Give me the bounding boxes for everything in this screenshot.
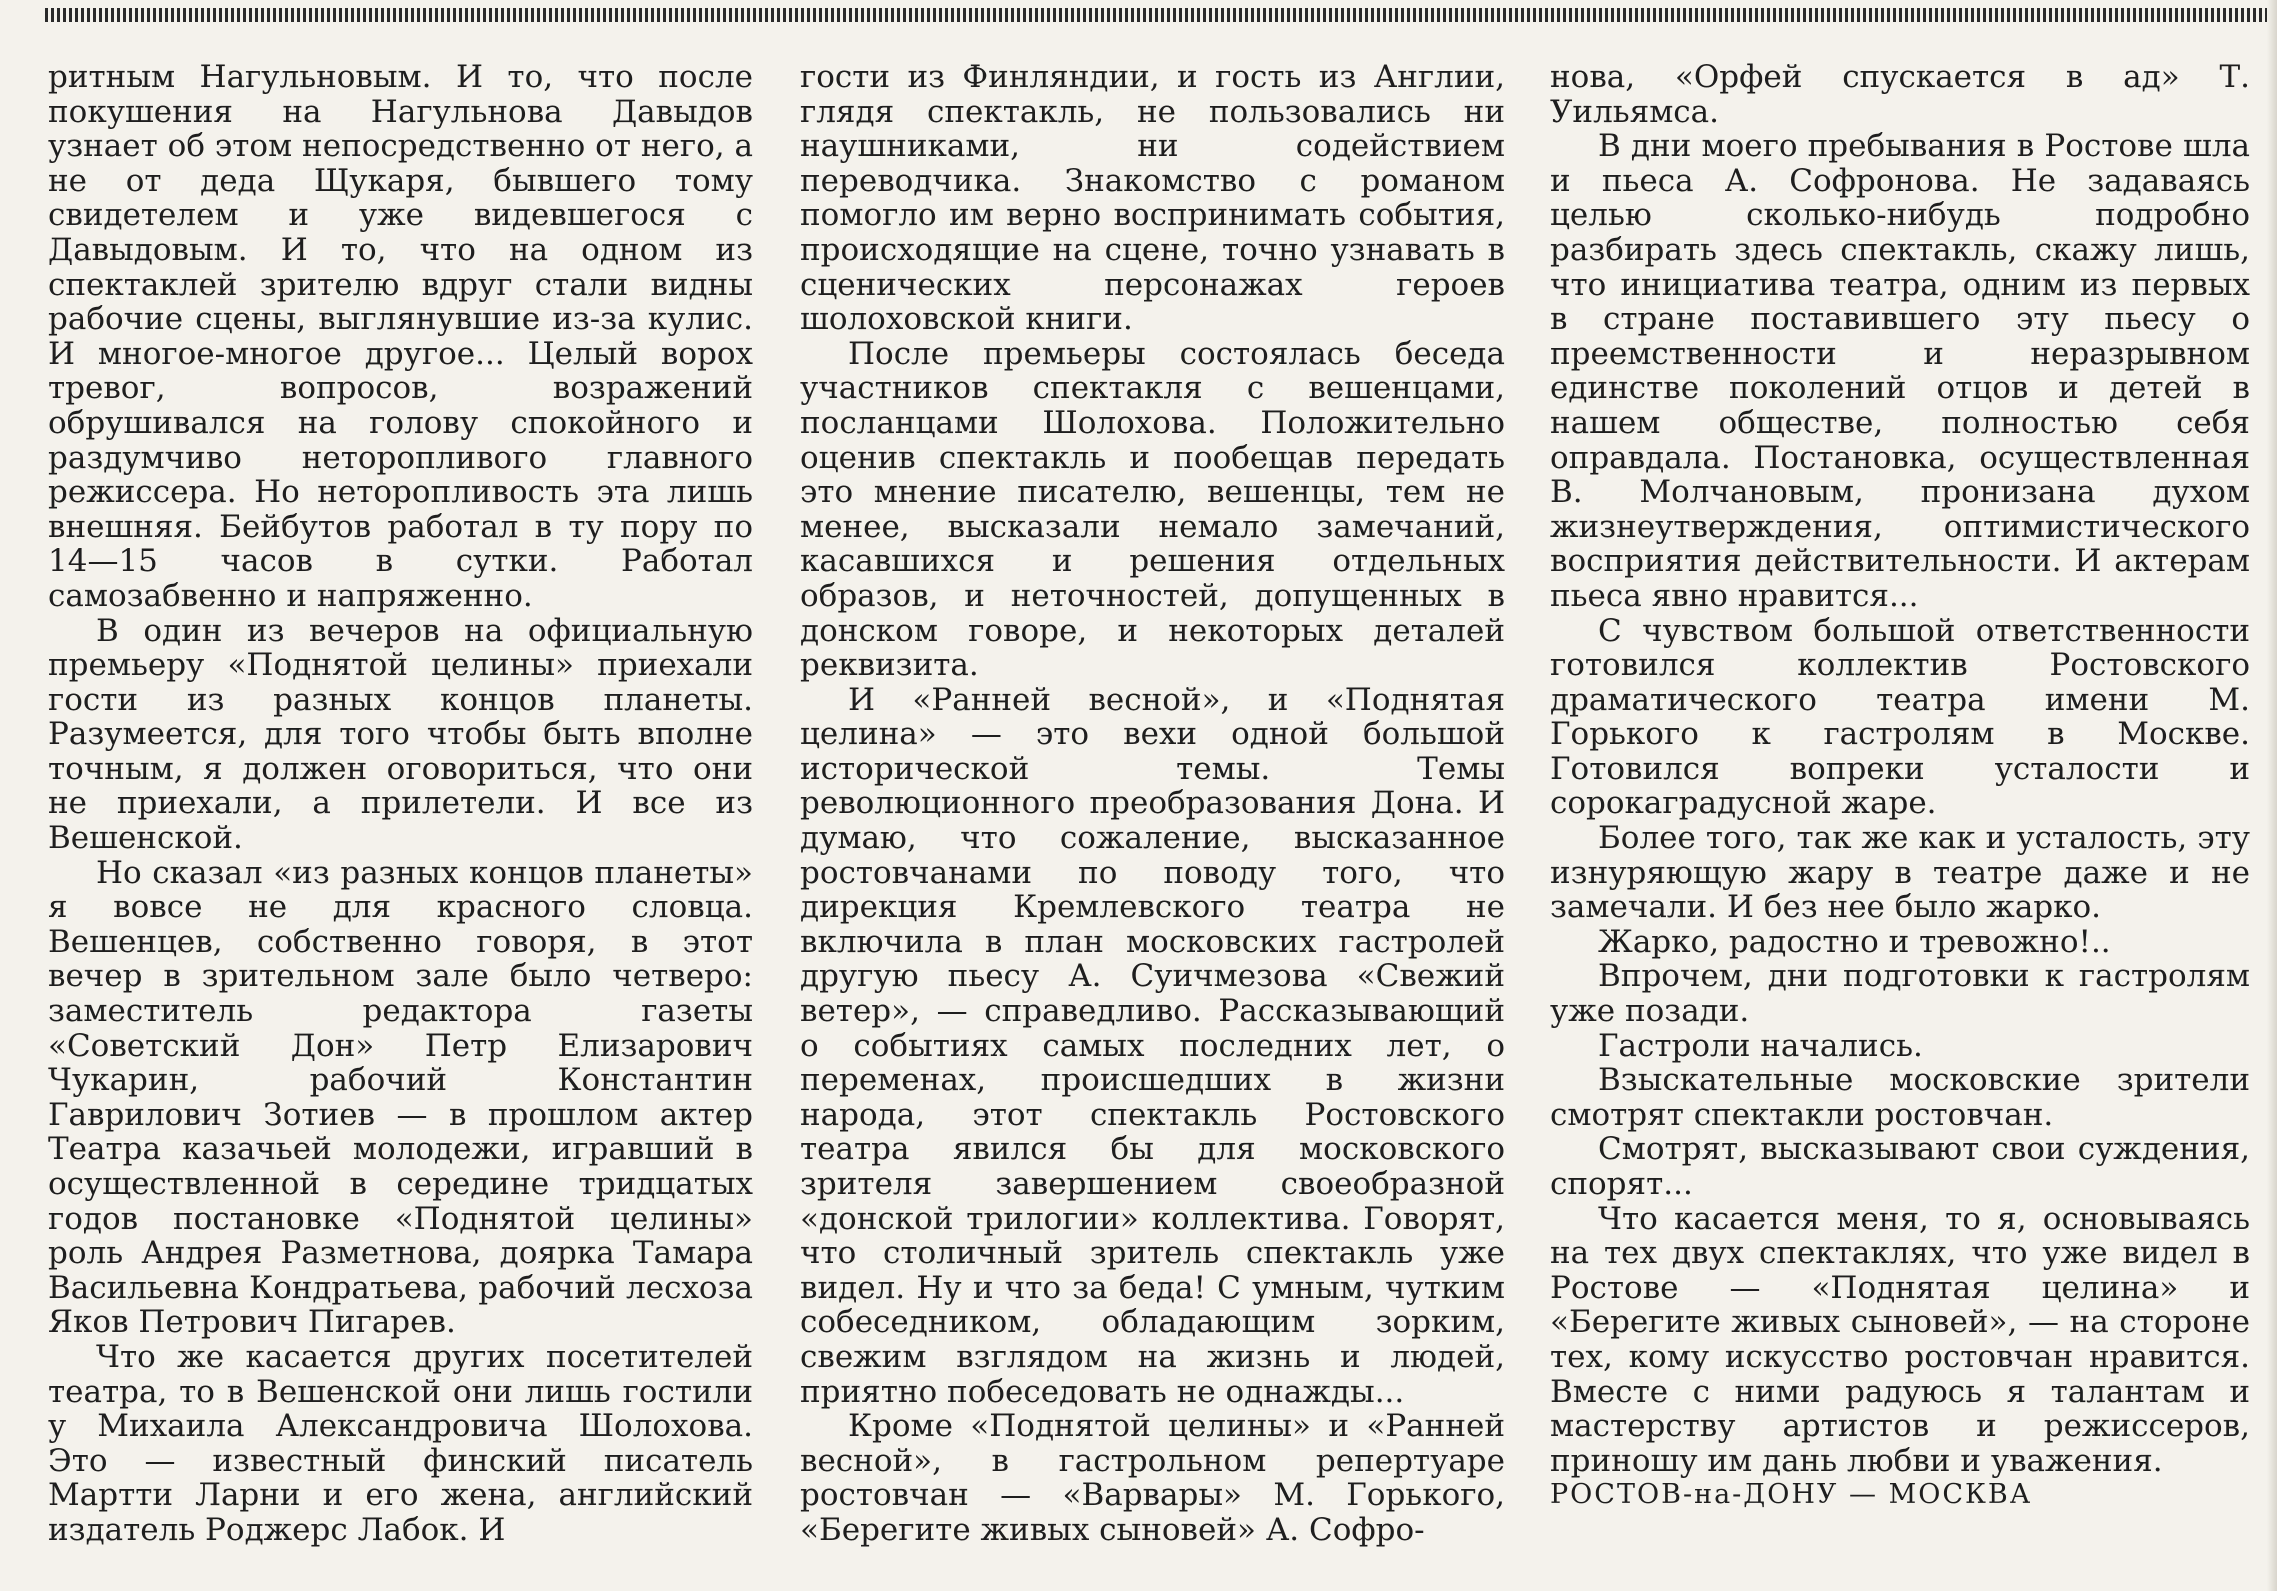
paragraph: ритным Нагульновым. И то, что после покушения на Нагульнова Давыдов узнает об этом непосредственно от него, а не от деда Щукаря, бывшего тому свидетелем и уже видевшегося с Давыдовым. И то, что на одном из спектаклей зрителю вдруг стали видны рабочие сцены, выглянувшие из-за кулис. И многое-многое другое... Целый ворох тревог, вопросов, возражений обрушивался на голову спокойного и раздумчиво неторопливого главного режиссера. Но неторопливость эта лишь внешняя. Бейбутов работал в ту пору по 14—15 часов в сутки. Работал самозабвенно и напряженно. <box>48 60 753 614</box>
paragraph: После премьеры состоялась беседа участников спектакля с вешенцами, посланцами Шолохова. Положительно оценив спектакль и пообещав передать это мнение писателю, вешенцы, тем не менее, высказали немало замечаний, касавшихся и решения отдельных образов, и неточностей, допущенных в донском говоре, и некоторых деталей реквизита. <box>800 335 1505 684</box>
paragraph: Впрочем, дни подготовки к гастролям уже позади. <box>1550 958 2250 1030</box>
dateline: РОСТОВ-на-ДОНУ — МОСКВА <box>1550 1479 2033 1511</box>
paragraph: И «Ранней весной», и «Поднятая целина» — это вехи одной большой исторической темы. Темы революционного преобразования Дона. И думаю, что сожаление, высказанное ростовчанами по поводу того, что дирекция Кремлевского театра не включила в план московских гастролей другую пьесу А. Суичмезова «Свежий ветер», — справедливо. Рассказывающий о событиях самых последних лет, о переменах, происшедших в жизни народа, этот спектакль Ростовского театра явился бы для московского зрителя завершением своеобразной «донской трилогии» коллектива. Говорят, что столичный зритель спектакль уже видел. Ну и что за беда! С умным, чутким собеседником, обладающим зорким, свежим взглядом на жизнь и людей, приятно побеседовать не однажды... <box>800 681 1505 1410</box>
paragraph: С чувством большой ответственности готовился коллектив Ростовского драматического театра имени М. Горького к гастролям в Москве. Готовился вопреки усталости и сорокаградусной жаре. <box>1550 612 2250 822</box>
paragraph: нова, «Орфей спускается в ад» Т. Уильямса. <box>1550 60 2250 130</box>
paragraph: В один из вечеров на официальную премьеру «Поднятой целины» приехали гости из разных концов планеты. Разумеется, для того чтобы быть вполне точным, я должен оговориться, что они не приехали, а прилетели. И все из Вешенской. <box>48 612 753 857</box>
paragraph: В дни моего пребывания в Ростове шла и пьеса А. Софронова. Не задаваясь целью сколько-нибудь подробно разбирать здесь спектакль, скажу лишь, что инициатива театра, одним из первых в стране поставившего эту пьесу о преемственности и неразрывном единстве поколений отцов и детей в нашем обществе, полностью себя оправдала. Постановка, осуществленная В. Молчановым, пронизана духом жизнеутверждения, оптимистического восприятия действительности. И актерам пьеса явно нравится... <box>1550 128 2250 614</box>
paragraph: Кроме «Поднятой целины» и «Ранней весной», в гастрольном репертуаре ростовчан — «Варвары» М. Горького, «Берегите живых сыновей» А. Софро- <box>800 1408 1505 1548</box>
article-column-1 <box>48 60 753 1570</box>
clipping-edge <box>2267 0 2277 1591</box>
paragraph: гости из Финляндии, и гость из Англии, глядя спектакль, не пользовались ни наушниками, ни содействием переводчика. Знакомство с романом помогло им верно воспринимать события, происходящие на сцене, точно узнавать в сценических персонажах героев шолоховской книги. <box>800 60 1505 338</box>
paragraph: Взыскательные московские зрители смотрят спектакли ростовчан. <box>1550 1062 2250 1133</box>
paragraph: Гастроли начались. <box>1598 1027 1923 1064</box>
paragraph: Более того, так же как и усталость, эту изнуряющую жару в театре даже и не замечали. И без нее было жарко. <box>1550 820 2250 926</box>
article-column-3 <box>1550 60 2250 1570</box>
paragraph: Смотрят, высказывают свои суждения, спорят... <box>1550 1131 2250 1202</box>
paragraph: Но сказал «из разных концов планеты» я вовсе не для красного словца. Вешенцев, собственно говоря, в этот вечер в зрительном зале было четверо: заместитель редактора газеты «Советский Дон» Петр Елизарович Чукарин, рабочий Константин Гаврилович Зотиев — в прошлом актер Театра казачьей молодежи, игравший в осуществленной в середине тридцатых годов постановке «Поднятой целины» роль Андрея Разметнова, доярка Тамара Васильевна Кондратьева, рабочий лесхоза Яков Петрович Пигарев. <box>48 854 753 1341</box>
top-dotted-rule <box>45 8 2267 22</box>
paragraph: Жарко, радостно и тревожно!.. <box>1598 923 2111 960</box>
article-column-2 <box>800 60 1505 1570</box>
paragraph: Что касается меня, то я, основываясь на тех двух спектаклях, что уже видел в Ростове — «Поднятая целина» и «Берегите живых сыновей», — на стороне тех, кому искусство ростовчан нравится. Вместе с ними радуюсь я талантам и мастерству артистов и режиссеров, приношу им дань любви и уважения. <box>1550 1200 2250 1479</box>
paragraph: Что же касается других посетителей театра, то в Вешенской они лишь гостили у Михаила Александровича Шолохова. Это — известный финский писатель Мартти Ларни и его жена, английский издатель Роджерс Лабок. И <box>48 1338 753 1548</box>
